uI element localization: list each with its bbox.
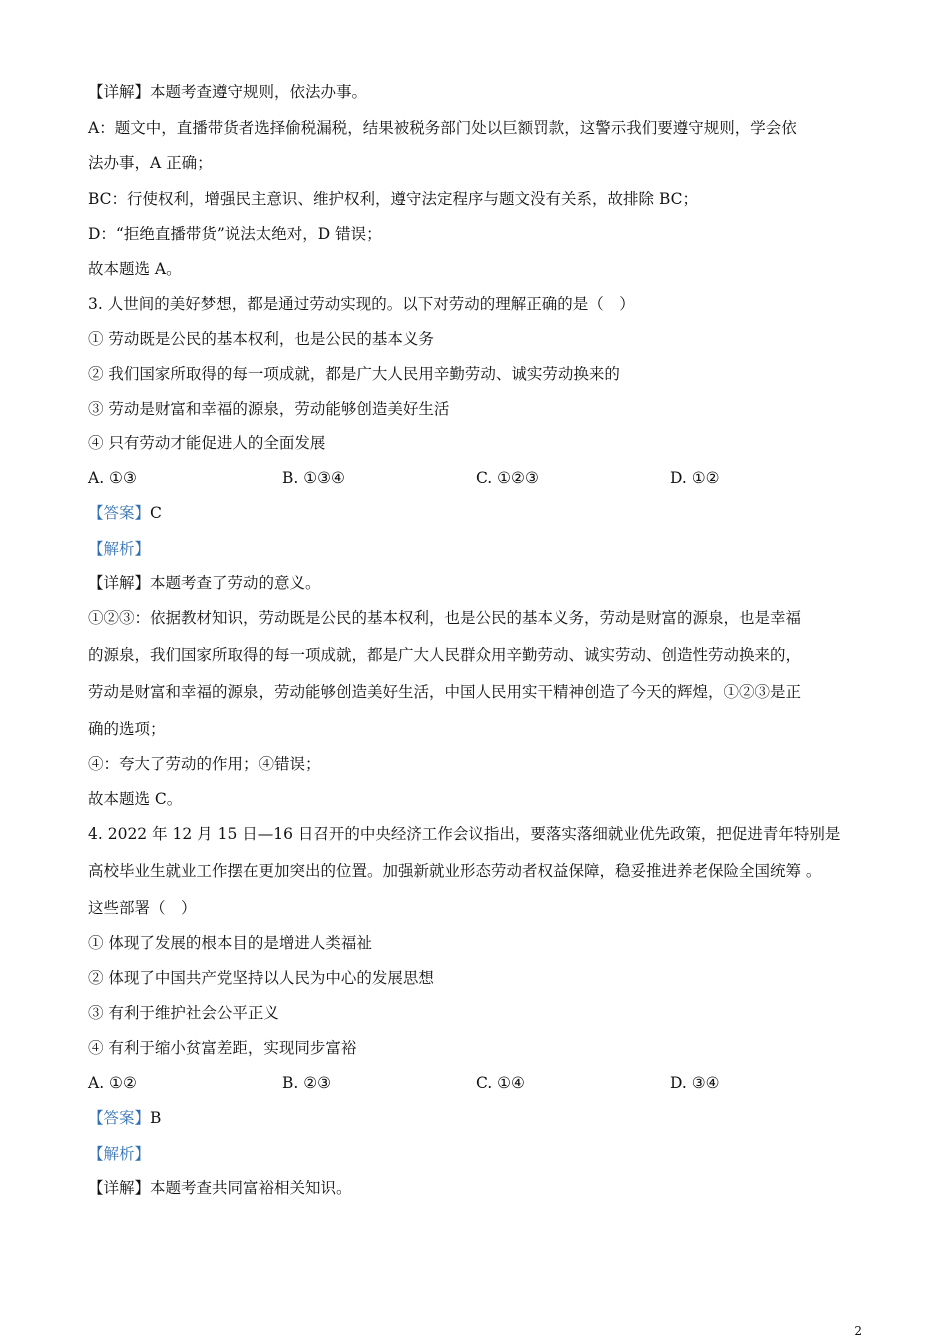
q3-option-d: D. ①②: [670, 469, 720, 487]
q4-stem-line-1: 4. 2022 年 12 月 15 日—16 日召开的中央经济工作会议指出，要落实落细就业优先政策，把促进青年特别是: [88, 825, 841, 843]
q2-explanation-bc: BC：行使权利，增强民主意识、维护权利，遵守法定程序与题文没有关系，故排除 BC；: [88, 190, 699, 208]
q3-answer: C: [150, 504, 162, 522]
q4-answer-tag: 【答案】: [88, 1109, 151, 1127]
q2-detail-text: 本题考查遵守规则，依法办事。: [150, 83, 368, 101]
q3-option-a: A. ①③: [88, 469, 137, 487]
q2-detail-tag: 【详解】: [88, 83, 151, 101]
q3-detail-text: 本题考查了劳动的意义。: [150, 574, 321, 592]
q3-body-line-5: ④：夸大了劳动的作用；④错误；: [88, 755, 321, 773]
q4-option-a: A. ①②: [88, 1074, 137, 1092]
q4-answer-line: [88, 1108, 161, 1128]
q4-item-3: ③ 有利于维护社会公平正义: [88, 1004, 279, 1022]
q4-option-d: D. ③④: [670, 1074, 720, 1092]
q2-conclusion: 故本题选 A。: [88, 260, 182, 278]
q3-option-b: B. ①③④: [282, 469, 345, 487]
q3-item-1: ① 劳动既是公民的基本权利，也是公民的基本义务: [88, 330, 434, 348]
q4-item-1: ① 体现了发展的根本目的是增进人类福祉: [88, 934, 372, 952]
q4-detail-tag: 【详解】: [88, 1179, 151, 1197]
q4-option-c: C. ①④: [476, 1074, 525, 1092]
q3-body-line-1: ①②③：依据教材知识，劳动既是公民的基本权利，也是公民的基本义务，劳动是财富的源泉，也是幸福: [88, 609, 802, 627]
q4-stem-line-2: 高校毕业生就业工作摆在更加突出的位置。加强新就业形态劳动者权益保障，稳妥推进养老保险全国统筹 。: [88, 862, 822, 880]
q3-item-3: ③ 劳动是财富和幸福的源泉，劳动能够创造美好生活: [88, 400, 450, 418]
q3-answer-line: [88, 503, 162, 523]
q3-detail-line: [88, 573, 321, 593]
q3-analysis-tag: 【解析】: [88, 540, 151, 558]
q3-body-line-2: 的源泉，我们国家所取得的每一项成就，都是广大人民群众用辛勤劳动、诚实劳动、创造性劳动换来的，: [88, 646, 802, 664]
q4-stem-line-3: 这些部署（ ）: [88, 899, 197, 917]
q4-item-2: ② 体现了中国共产党坚持以人民为中心的发展思想: [88, 969, 434, 987]
q4-option-b: B. ②③: [282, 1074, 332, 1092]
q2-explanation-d: D：“拒绝直播带货”说法太绝对，D 错误；: [88, 225, 382, 243]
q4-detail-text: 本题考查共同富裕相关知识。: [150, 1179, 352, 1197]
q3-option-c: C. ①②③: [476, 469, 539, 487]
q3-detail-tag: 【详解】: [88, 574, 151, 592]
q3-answer-tag: 【答案】: [88, 504, 151, 522]
q3-conclusion: 故本题选 C。: [88, 790, 183, 808]
q3-body-line-4: 确的选项；: [88, 720, 166, 738]
q3-body-line-3: 劳动是财富和幸福的源泉，劳动能够创造美好生活，中国人民用实干精神创造了今天的辉煌，①②③是正: [88, 683, 802, 701]
q4-answer: B: [150, 1109, 162, 1127]
q2-detail-line: [88, 82, 367, 102]
q3-item-2: ② 我们国家所取得的每一项成就，都是广大人民用辛勤劳动、诚实劳动换来的: [88, 365, 620, 383]
q2-explanation-a-line1: A：题文中，直播带货者选择偷税漏税，结果被税务部门处以巨额罚款，这警示我们要遵守规则，学会依: [88, 119, 797, 137]
page-number: 2: [854, 1324, 862, 1338]
q4-item-4: ④ 有利于缩小贫富差距，实现同步富裕: [88, 1039, 357, 1057]
q3-stem: 3. 人世间的美好梦想，都是通过劳动实现的。以下对劳动的理解正确的是（ ）: [88, 295, 635, 313]
q4-analysis-tag: 【解析】: [88, 1145, 151, 1163]
q3-item-4: ④ 只有劳动才能促进人的全面发展: [88, 434, 326, 452]
q2-explanation-a-line2: 法办事，A 正确；: [88, 154, 213, 172]
q4-detail-line: [88, 1178, 352, 1198]
